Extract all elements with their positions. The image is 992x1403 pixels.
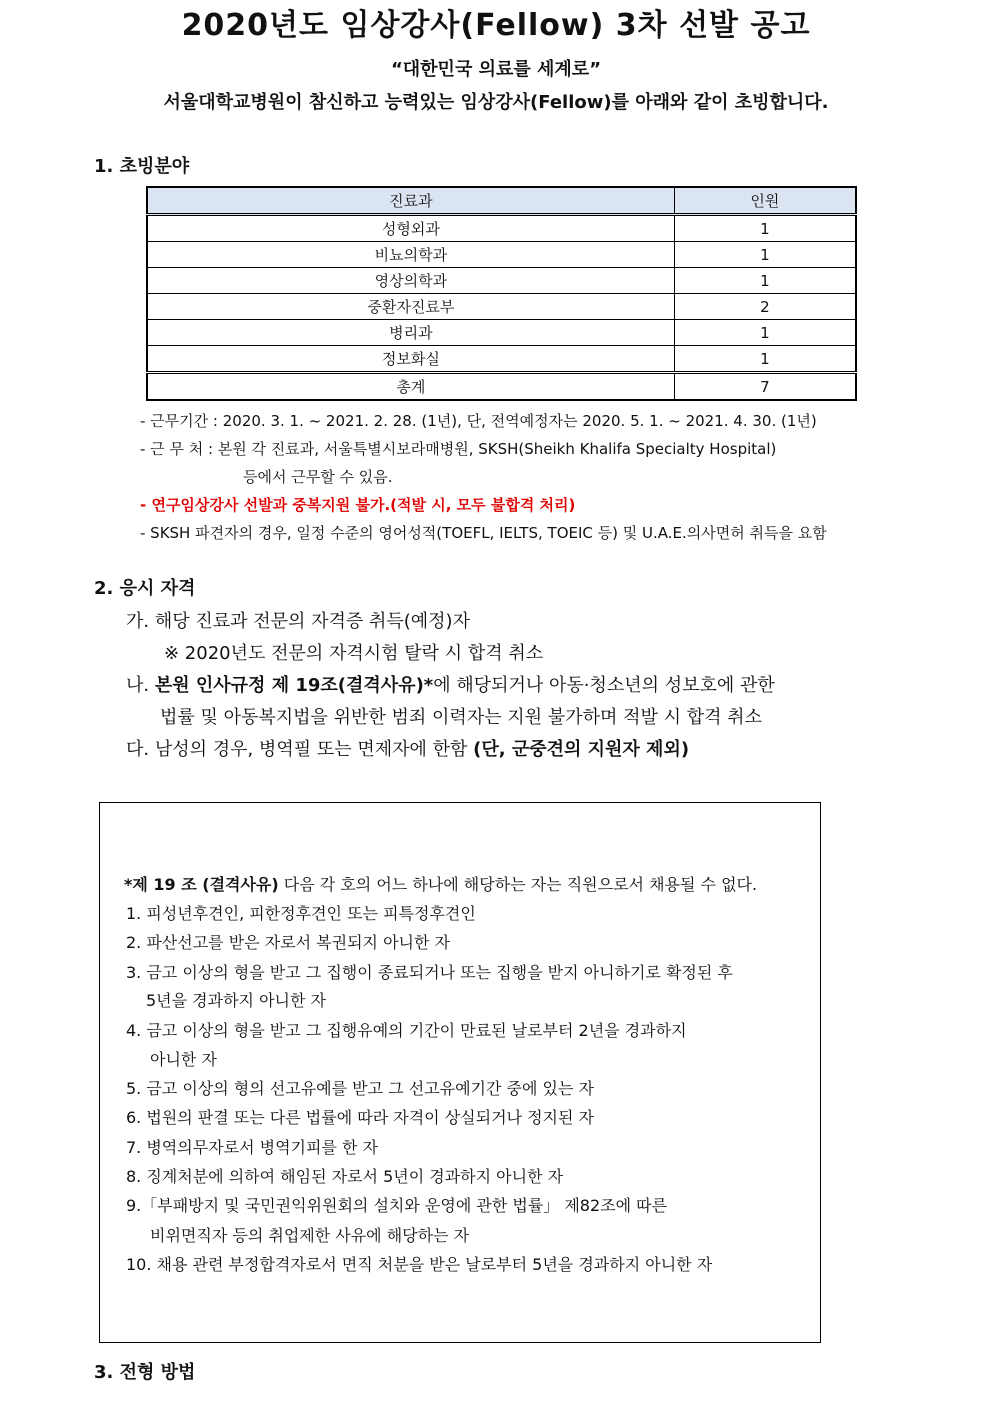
table-row — [147, 294, 856, 320]
header-department: 진료과 — [147, 187, 674, 215]
qualification-b-cont: 법률 및 아동복지법을 위반한 범죄 이력자는 지원 불가하며 적발 시 합격 취소 — [160, 707, 762, 728]
page-title: 2020년도 임상강사(Fellow) 3차 선발 공고 — [181, 8, 811, 43]
total-label-cell: 총계 — [147, 373, 674, 401]
section-2-heading: 2. 응시 자격 — [94, 578, 196, 599]
count-cell: 1 — [674, 320, 856, 346]
department-cell: 영상의학과 — [147, 268, 674, 294]
qualification-a: 가. 해당 진료과 전문의 자격증 취득(예정)자 — [126, 611, 470, 632]
article-heading-rest: 다음 각 호의 어느 하나에 해당하는 자는 직원으로서 채용될 수 없다. — [278, 875, 758, 894]
count-cell: 2 — [674, 294, 856, 320]
article-item: 5. 금고 이상의 형의 선고유예를 받고 그 선고유예기간 중에 있는 자 — [126, 1079, 594, 1098]
department-cell: 비뇨의학과 — [147, 242, 674, 268]
count-cell: 1 — [674, 242, 856, 268]
intro-text: 서울대학교병원이 참신하고 능력있는 임상강사(Fellow)를 아래와 같이 초빙합니다. — [163, 92, 829, 113]
department-cell: 중환자진료부 — [147, 294, 674, 320]
section-1-heading: 1. 초빙분야 — [94, 156, 190, 177]
table-row — [147, 346, 856, 373]
article-item: 4. 금고 이상의 형을 받고 그 집행유예의 기간이 만료된 날로부터 2년을 경과하지 — [126, 1021, 687, 1040]
qualification-c — [126, 735, 689, 761]
section-3-heading: 3. 전형 방법 — [94, 1362, 196, 1383]
note-duplicate-warning: - 연구임상강사 선발과 중복지원 불가.(적발 시, 모두 불합격 처리) — [140, 496, 576, 514]
table-header-row — [147, 187, 856, 215]
qualification-c-bold: (단, 군중견의 지원자 제외) — [473, 739, 690, 760]
header-count: 인원 — [674, 187, 856, 215]
note-work-place: - 근 무 처 : 본원 각 진료과, 서울특별시보라매병원, SKSH(Sheikh Khalifa Specialty Hospital) — [140, 440, 777, 458]
article-item: 9.「부패방지 및 국민권익위원회의 설치와 운영에 관한 법률」 제82조에 따른 — [126, 1196, 668, 1215]
article-item-cont: 비위면직자 등의 취업제한 사유에 해당하는 자 — [150, 1226, 470, 1245]
article-item: 6. 법원의 판결 또는 다른 법률에 따라 자격이 상실되거나 정지된 자 — [126, 1108, 594, 1127]
department-cell: 병리과 — [147, 320, 674, 346]
table-row — [147, 268, 856, 294]
count-cell: 1 — [674, 346, 856, 373]
qualification-b-bold: 본원 인사규정 제 19조(결격사유)* — [154, 675, 434, 696]
note-work-period: - 근무기간 : 2020. 3. 1. ~ 2021. 2. 28. (1년), 단, 전역예정자는 2020. 5. 1. ~ 2021. 4. 30. (1년) — [140, 412, 817, 430]
article-heading — [124, 872, 757, 895]
table-row — [147, 242, 856, 268]
department-cell: 정보화실 — [147, 346, 674, 373]
note-work-place-cont: 등에서 근무할 수 있음. — [243, 468, 393, 486]
qualification-c-prefix: 다. 남성의 경우, 병역필 또는 면제자에 한함 — [126, 739, 474, 760]
note-sksh-requirement: - SKSH 파견자의 경우, 일정 수준의 영어성적(TOEFL, IELTS, TOEIC 등) 및 U.A.E.의사면허 취득을 요함 — [140, 524, 827, 542]
article-item-cont: 5년을 경과하지 아니한 자 — [146, 991, 326, 1010]
table-row — [147, 215, 856, 242]
count-cell: 1 — [674, 215, 856, 242]
article-item: 10. 채용 관련 부정합격자로서 면직 처분을 받은 날로부터 5년을 경과하지 아니한 자 — [126, 1255, 713, 1274]
article-item: 7. 병역의무자로서 병역기피를 한 자 — [126, 1138, 378, 1157]
qualification-a-note: ※ 2020년도 전문의 자격시험 탈락 시 합격 취소 — [164, 643, 544, 664]
qualification-b-rest: 에 해당되거나 아동·청소년의 성보호에 관한 — [433, 675, 775, 696]
count-cell: 1 — [674, 268, 856, 294]
article-item: 2. 파산선고를 받은 자로서 복권되지 아니한 자 — [126, 933, 450, 952]
department-cell: 성형외과 — [147, 215, 674, 242]
article-item: 3. 금고 이상의 형을 받고 그 집행이 종료되거나 또는 집행을 받지 아니하기로 확정된 후 — [126, 963, 733, 982]
table-total-row — [147, 373, 856, 401]
article-item: 8. 징계처분에 의하여 해임된 자로서 5년이 경과하지 아니한 자 — [126, 1167, 564, 1186]
recruitment-table — [146, 186, 857, 401]
article-item-cont: 아니한 자 — [150, 1050, 217, 1069]
article-heading-bold: *제 19 조 (결격사유) — [124, 875, 279, 894]
article-item: 1. 피성년후견인, 피한정후견인 또는 피특정후견인 — [126, 904, 476, 923]
table-row — [147, 320, 856, 346]
qualification-b — [126, 671, 775, 697]
qualification-b-prefix: 나. — [126, 675, 155, 696]
total-count-cell: 7 — [674, 373, 856, 401]
slogan: “대한민국 의료를 세계로” — [390, 59, 602, 80]
